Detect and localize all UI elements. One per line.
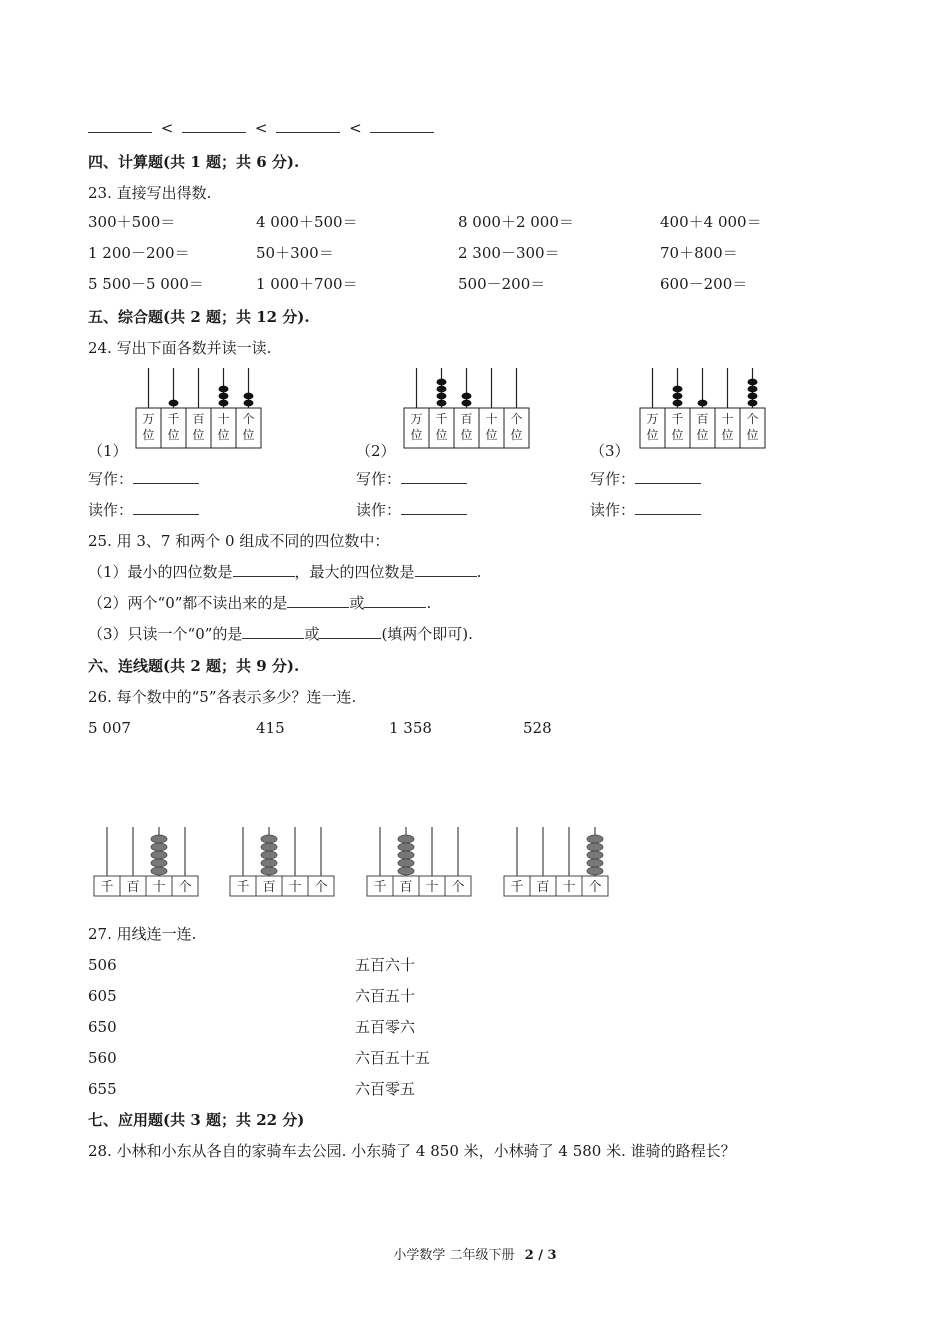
q25-line-2: （2）两个“0”都不读出来的是 或 . [88,594,432,612]
abacus-1 [134,366,264,450]
page-footer [0,1244,950,1263]
abacus-bead [151,867,167,875]
abacus-bead [151,843,167,851]
question-title: 24. 写出下面各数并读一读. [88,339,272,357]
abacus-3 [638,366,768,450]
write-blank[interactable] [133,469,199,484]
abacus-bead [748,386,758,393]
abacus-bead [587,843,603,851]
calc-cell: 5 500－5 000＝ [88,275,204,293]
place-label: 个 [746,412,759,426]
section-heading: 六、连线题(共 2 题；共 9 分). [88,657,300,675]
abacus-bead [398,843,414,851]
section-heading: 七、应用题(共 3 题；共 22 分) [88,1111,305,1129]
place-label: 百 [126,880,140,895]
place-label: 位 [696,428,709,442]
abacus-bead [398,867,414,875]
calc-cell: 50＋300＝ [256,244,334,262]
abacus-bead [398,851,414,859]
place-label: 个 [178,880,192,895]
place-label: 千 [236,880,250,895]
abacus-bead [169,400,179,407]
calc-cell: 1 000＋700＝ [256,275,358,293]
abacus-bead [261,843,277,851]
abacus-bead [437,379,447,386]
place-label: 百 [536,880,550,895]
place-label: 百 [696,412,709,426]
question-title: 26. 每个数中的“5”各表示多少？连一连. [88,688,357,706]
place-label: 十 [562,880,576,895]
abacus-bead [219,400,229,407]
write-row: 写作： [590,469,701,489]
q26-number[interactable]: 5 007 [88,719,131,737]
calc-cell: 500－200＝ [458,275,546,293]
abacus-bead [437,393,447,400]
place-label: 十 [721,412,734,426]
match-left-item[interactable]: 560 [88,1049,117,1067]
abacus-bead [437,400,447,407]
place-label: 个 [451,880,465,895]
answer-blank[interactable] [233,562,295,577]
figure-label: （1） [88,442,128,460]
abacus-bead [587,867,603,875]
abacus-bead [398,835,414,843]
abacus-bead [462,393,472,400]
calc-cell: 400＋4 000＝ [660,213,762,231]
abacus-bead [673,386,683,393]
calc-cell: 1 200－200＝ [88,244,190,262]
place-label: 位 [192,428,205,442]
figure-label: （2） [356,442,396,460]
q25-line-3: （3）只读一个“0”的是 或 (填两个即可). [88,625,473,643]
place-label: 位 [510,428,523,442]
abacus-bead [151,851,167,859]
read-blank[interactable] [401,500,467,515]
section-heading: 五、综合题(共 2 题；共 12 分). [88,308,310,326]
place-label: 千 [671,412,684,426]
less-than-sign: < [160,119,174,137]
abacus-bead [219,393,229,400]
abacus-bead [151,859,167,867]
q26-number[interactable]: 415 [256,719,285,737]
write-blank[interactable] [635,469,701,484]
read-row: 读作： [590,500,701,520]
place-label: 位 [485,428,498,442]
calc-cell: 8 000＋2 000＝ [458,213,574,231]
place-label: 个 [314,880,328,895]
abacus-bead [261,867,277,875]
place-label: 千 [373,880,387,895]
abacus-bead [748,379,758,386]
question-text: 28. 小林和小东从各自的家骑车去公园. 小东骑了 4 850 米，小林骑了 4 580 米. 谁骑的路程长？ [88,1142,736,1160]
abacus-bead [261,851,277,859]
compare-blank-2[interactable] [182,118,246,133]
abacus-bead [673,400,683,407]
place-label: 百 [262,880,276,895]
abacus-bead [151,835,167,843]
match-right-item[interactable]: 六百五十 [355,987,416,1005]
place-label: 位 [721,428,734,442]
abacus-bead [462,400,472,407]
place-label: 位 [746,428,759,442]
q26-abacus-3[interactable] [365,825,475,899]
place-label: 位 [217,428,230,442]
place-label: 位 [646,428,659,442]
match-left-item[interactable]: 605 [88,987,117,1005]
answer-blank[interactable] [242,624,304,639]
q26-abacus-2[interactable] [228,825,338,899]
match-right-item[interactable]: 五百六十 [355,956,416,974]
answer-blank[interactable] [415,562,477,577]
abacus-bead [219,386,229,393]
q26-number[interactable]: 1 358 [389,719,432,737]
calc-cell: 4 000＋500＝ [256,213,358,231]
section-heading: 四、计算题(共 1 题；共 6 分). [88,153,300,171]
read-blank[interactable] [635,500,701,515]
place-label: 十 [288,880,302,895]
place-label: 位 [142,428,155,442]
figure-label: （3） [590,442,630,460]
place-label: 个 [588,880,602,895]
match-left-item[interactable]: 506 [88,956,117,974]
read-row: 读作： [356,500,467,520]
match-right-item[interactable]: 六百零五 [355,1080,416,1098]
place-label: 万 [646,412,659,426]
place-label: 千 [435,412,448,426]
place-label: 位 [671,428,684,442]
q26-abacus-4[interactable] [502,825,612,899]
place-label: 百 [399,880,413,895]
place-label: 万 [410,412,423,426]
question-title: 25. 用 3、7 和两个 0 组成不同的四位数中： [88,532,390,550]
abacus-bead [748,400,758,407]
calc-cell: 70＋800＝ [660,244,738,262]
place-label: 位 [435,428,448,442]
less-than-sign: < [349,119,362,137]
compare-blank-4[interactable] [370,118,434,133]
answer-blank[interactable] [287,593,349,608]
compare-row [88,118,434,138]
abacus-bead [244,393,254,400]
abacus-bead [587,851,603,859]
less-than-sign: < [254,119,268,137]
place-label: 个 [510,412,523,426]
place-label: 十 [425,880,439,895]
match-right-item[interactable]: 五百零六 [355,1018,416,1036]
read-blank[interactable] [133,500,199,515]
question-title: 23. 直接写出得数. [88,184,212,202]
place-label: 百 [460,412,473,426]
read-row: 读作： [88,500,199,520]
compare-blank-3[interactable] [276,118,340,133]
q26-abacus-1[interactable] [92,825,202,899]
place-label: 十 [152,880,166,895]
place-label: 千 [100,880,114,895]
match-right-item[interactable]: 六百五十五 [355,1049,431,1067]
place-label: 万 [142,412,155,426]
abacus-bead [261,859,277,867]
place-label: 千 [510,880,524,895]
abacus-bead [398,859,414,867]
abacus-bead [748,393,758,400]
answer-blank[interactable] [319,624,381,639]
place-label: 位 [167,428,180,442]
place-label: 位 [242,428,255,442]
answer-blank[interactable] [364,593,426,608]
place-label: 个 [242,412,255,426]
place-label: 十 [485,412,498,426]
abacus-bead [587,835,603,843]
write-blank[interactable] [401,469,467,484]
calc-cell: 600－200＝ [660,275,748,293]
abacus-2 [402,366,532,450]
abacus-bead [261,835,277,843]
place-label: 位 [410,428,423,442]
question-title: 27. 用线连一连. [88,925,197,943]
compare-blank-1[interactable] [88,118,152,133]
write-row: 写作： [88,469,199,489]
q25-line-1: （1）最小的四位数是 ，最大的四位数是 . [88,563,482,581]
page-number: 2 / 3 [524,1248,557,1263]
footer-subject: 小学数学 二年级下册 [393,1248,515,1263]
abacus-bead [587,859,603,867]
match-left-item[interactable]: 655 [88,1080,117,1098]
abacus-bead [244,400,254,407]
abacus-bead [437,386,447,393]
place-label: 十 [217,412,230,426]
place-label: 位 [460,428,473,442]
calc-cell: 2 300－300＝ [458,244,560,262]
match-left-item[interactable]: 650 [88,1018,117,1036]
place-label: 千 [167,412,180,426]
write-row: 写作： [356,469,467,489]
abacus-bead [698,400,708,407]
place-label: 百 [192,412,205,426]
q26-number[interactable]: 528 [523,719,552,737]
abacus-bead [673,393,683,400]
calc-cell: 300＋500＝ [88,213,176,231]
